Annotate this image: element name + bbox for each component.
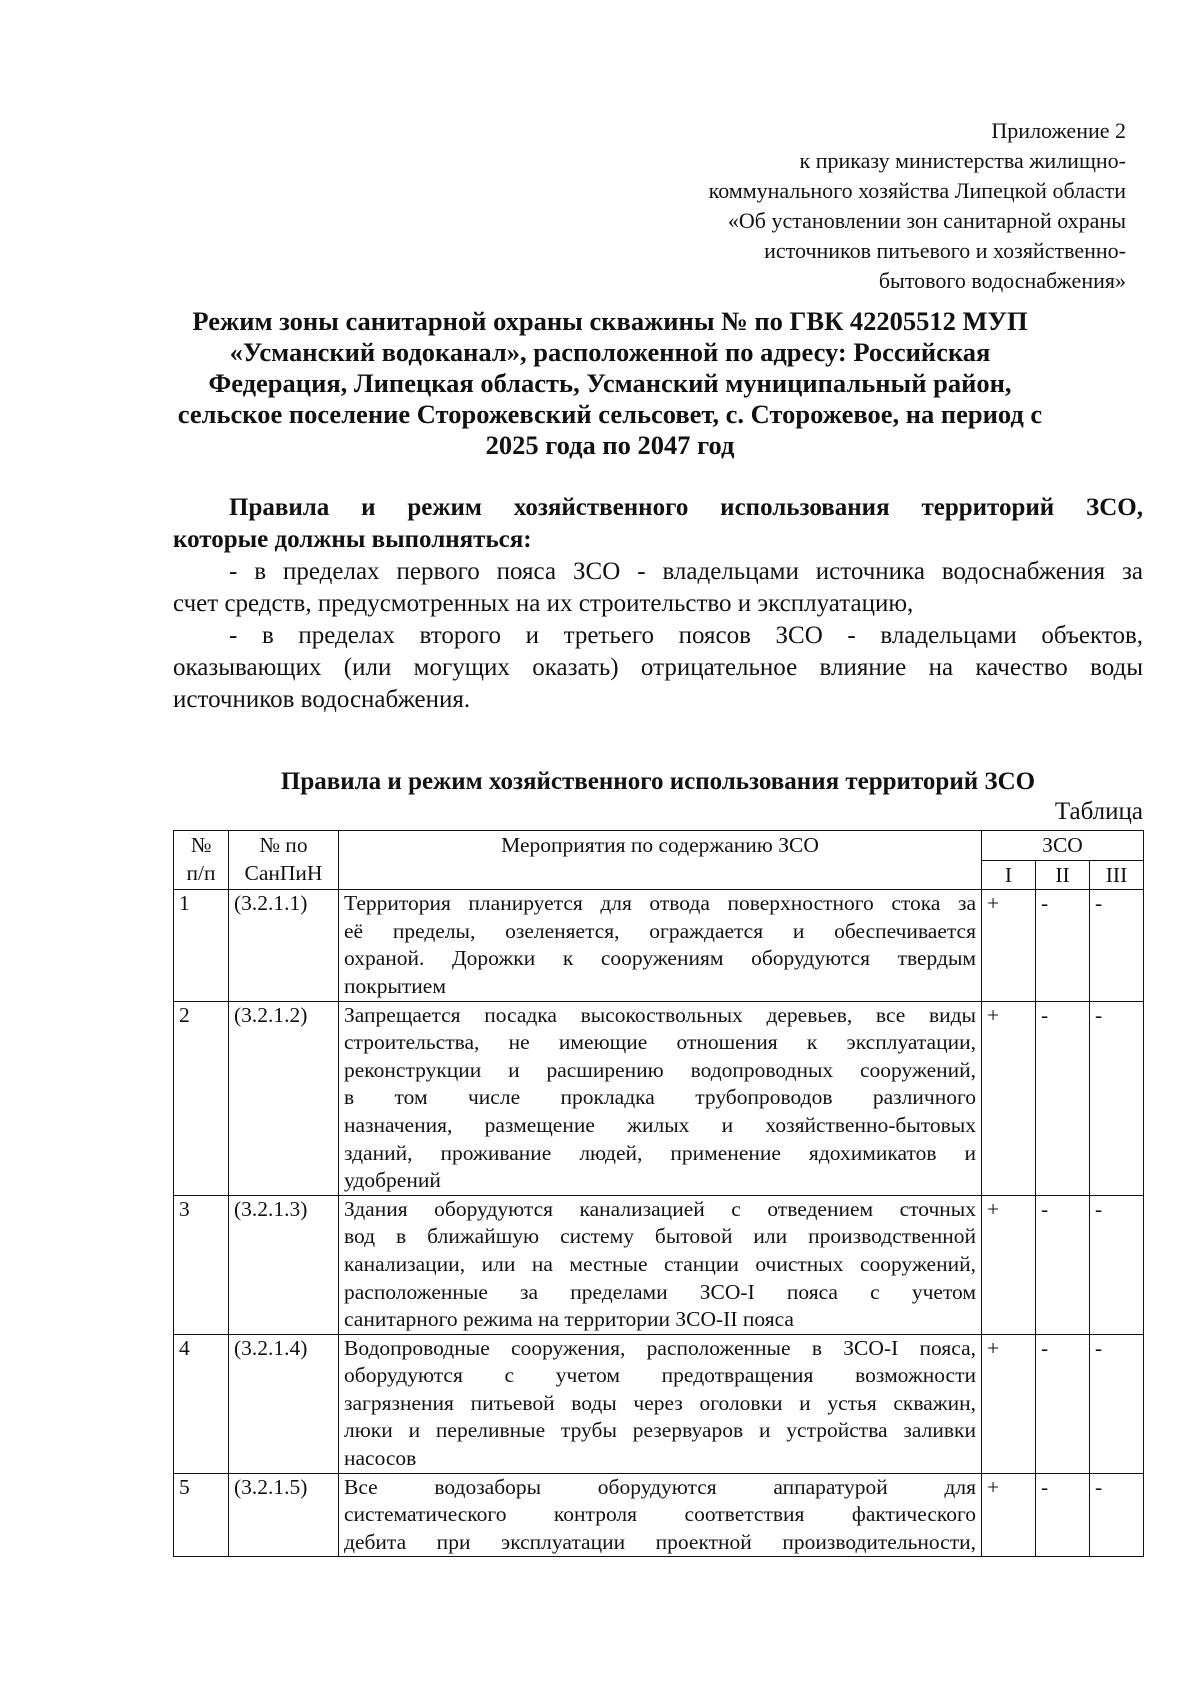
header-cell-zone-iii: III — [1090, 860, 1144, 890]
row-zone-ii-mark: - — [1036, 1334, 1090, 1473]
row-zone-iii-mark: - — [1090, 1195, 1144, 1334]
rules-item-second-third-belts: источников водоснабжения. — [173, 686, 471, 713]
table-row — [174, 1473, 1144, 1557]
table-caption: Таблица — [1054, 798, 1143, 825]
row-description: Все водозаборы оборудуются аппаратурой для систематического контроля соответствия фактического дебита при эксплуатации проектной производительности, — [339, 1473, 982, 1557]
row-sanpin-code: (3.2.1.4) — [229, 1334, 339, 1473]
title-line: «Усманский водоканал», расположенной по адресу: Российская — [229, 337, 991, 367]
row-zone-i-mark: + — [982, 1001, 1036, 1195]
row-sanpin-code: (3.2.1.2) — [229, 1001, 339, 1195]
row-zone-ii-mark: - — [1036, 1001, 1090, 1195]
title-line: 2025 года по 2047 год — [485, 430, 735, 460]
annex-line: Приложение 2 — [991, 118, 1126, 143]
rules-heading: Правила и режим хозяйственного использования территорий ЗСО, — [229, 494, 1143, 521]
rules-item-first-belt: - в пределах первого пояса ЗСО - владельцами источника водоснабжения за — [229, 558, 1143, 585]
title-line: Режим зоны санитарной охраны скважины № по ГВК 42205512 МУП — [192, 306, 1028, 336]
row-zone-i-mark: + — [982, 1334, 1036, 1473]
row-number: 2 — [174, 1001, 229, 1195]
row-description: Водопроводные сооружения, расположенные в ЗСО-I пояса, оборудуются с учетом предотвращения возможности загрязнения питьевой воды через оголовки и устья скважин, люки и переливные трубы резервуаров и устройства заливки насосов — [339, 1334, 982, 1473]
row-number: 4 — [174, 1334, 229, 1473]
row-sanpin-code: (3.2.1.1) — [229, 890, 339, 1001]
header-cell-sanpin: № по СанПиН — [229, 831, 339, 890]
row-zone-i-mark: + — [982, 890, 1036, 1001]
row-zone-iii-mark: - — [1090, 1001, 1144, 1195]
title-line: сельское поселение Сторожевский сельсовет, с. Сторожевое, на период с — [177, 399, 1043, 429]
row-zone-iii-mark: - — [1090, 1334, 1144, 1473]
table-row — [174, 1334, 1144, 1473]
row-sanpin-code: (3.2.1.5) — [229, 1473, 339, 1557]
rules-item-second-third-belts: - в пределах второго и третьего поясов ЗСО - владельцами объектов, — [229, 622, 1143, 649]
row-zone-iii-mark: - — [1090, 1473, 1144, 1557]
row-zone-i-mark: + — [982, 1195, 1036, 1334]
table-row — [174, 1001, 1144, 1195]
row-description: Запрещается посадка высокоствольных деревьев, все виды строительства, не имеющие отношения к эксплуатации, реконструкции и расширению водопроводных сооружений, в том числе прокладка трубопроводов различного назначения, размещение жилых и хозяйственно-бытовых зданий, проживание людей, применение ядохимикатов и удобрений — [339, 1001, 982, 1195]
annex-line: коммунального хозяйства Липецкой области — [708, 178, 1126, 203]
table-row — [174, 1195, 1144, 1334]
annex-line: бытового водоснабжения» — [878, 268, 1126, 293]
header-cell-zone-ii: II — [1036, 860, 1090, 890]
row-zone-ii-mark: - — [1036, 1195, 1090, 1334]
row-description: Территория планируется для отвода поверхностного стока за её пределы, озеленяется, ограждается и обеспечивается охраной. Дорожки к сооружениям оборудуются твердым покрытием — [339, 890, 982, 1001]
annex-line: к приказу министерства жилищно- — [799, 148, 1126, 173]
row-zone-iii-mark: - — [1090, 890, 1144, 1001]
rules-section — [173, 492, 1143, 716]
table-row — [174, 890, 1144, 1001]
header-cell-zone-i: I — [982, 860, 1036, 890]
row-zone-ii-mark: - — [1036, 1473, 1090, 1557]
row-number: 5 — [174, 1473, 229, 1557]
rules-item-second-third-belts: оказывающих (или могущих оказать) отрицательное влияние на качество воды — [173, 654, 1143, 681]
zso-rules-table — [173, 830, 1144, 1557]
rules-heading: которые должны выполняться: — [173, 526, 532, 553]
row-description: Здания оборудуются канализацией с отведением сточных вод в ближайшую систему бытовой или производственной канализации, или на местные станции очистных сооружений, расположенные за пределами ЗСО-I пояса с учетом санитарного режима на территории ЗСО-II пояса — [339, 1195, 982, 1334]
table-header-row — [174, 831, 1144, 861]
row-zone-ii-mark: - — [1036, 890, 1090, 1001]
annex-line: источников питьевого и хозяйственно- — [764, 238, 1126, 263]
title-line: Федерация, Липецкая область, Усманский муниципальный район, — [208, 368, 1012, 398]
row-sanpin-code: (3.2.1.3) — [229, 1195, 339, 1334]
rules-item-first-belt: счет средств, предусмотренных на их строительство и эксплуатацию, — [173, 590, 914, 617]
row-number: 3 — [174, 1195, 229, 1334]
table-title: Правила и режим хозяйственного использования территорий ЗСО — [280, 768, 1036, 795]
annex-header — [566, 116, 1126, 296]
header-cell-zso: ЗСО — [982, 831, 1144, 861]
header-cell-measures: Мероприятия по содержанию ЗСО — [339, 831, 982, 890]
row-zone-i-mark: + — [982, 1473, 1036, 1557]
annex-line: «Об установлении зон санитарной охраны — [727, 208, 1126, 233]
row-number: 1 — [174, 890, 229, 1001]
document-title — [170, 306, 1050, 461]
header-cell-number: № п/п — [174, 831, 229, 890]
